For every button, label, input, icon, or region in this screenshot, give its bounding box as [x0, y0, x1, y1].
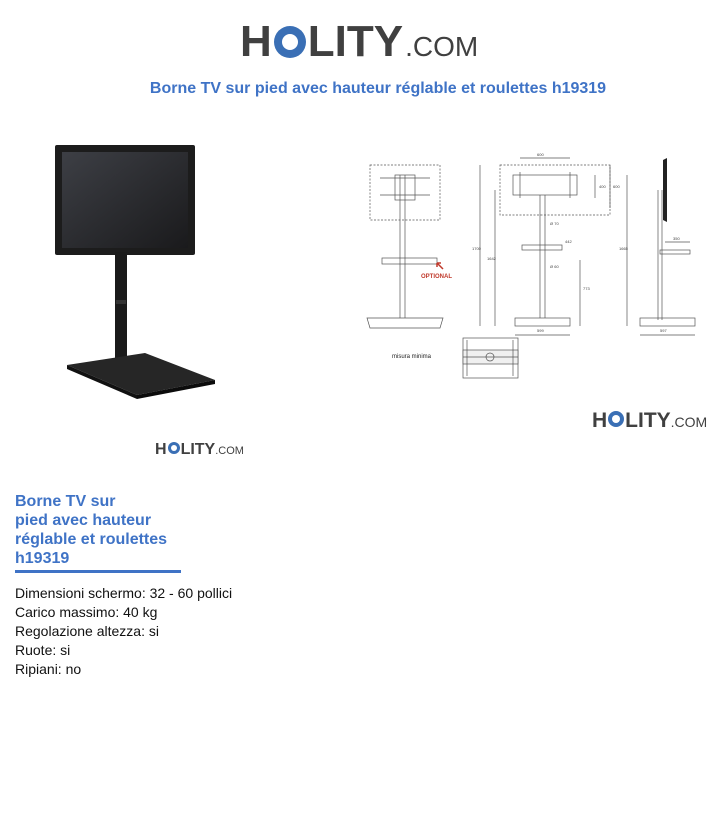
watermark-ring-icon [168, 442, 180, 454]
dim-label: 1700 [472, 246, 481, 251]
spec-max-load: Carico massimo: 40 kg [15, 604, 158, 620]
spec-wheels: Ruote: si [15, 642, 71, 658]
logo-ring-icon [274, 26, 306, 58]
dim-label: 597 [660, 328, 667, 333]
photo-watermark [155, 442, 244, 458]
dim-label: Ø 60 [550, 264, 559, 269]
stand-pole [115, 252, 127, 372]
technical-drawing [355, 150, 705, 395]
watermark-word: LITY [625, 409, 671, 432]
logo-domain: .COM [405, 31, 479, 62]
logo-letter-h: H [240, 17, 272, 66]
product-title-line: Borne TV sur [15, 493, 116, 510]
spec-height-adjust: Regolazione altezza: si [15, 623, 159, 639]
dim-label: 400 [599, 184, 606, 189]
page-title: Borne TV sur pied avec hauteur réglable et roulettes h19319 [149, 80, 607, 97]
spec-shelves: Ripiani: no [15, 661, 82, 677]
watermark-letter-h: H [592, 409, 608, 432]
stand-base [67, 353, 215, 395]
dim-label: 442 [565, 239, 572, 244]
watermark-ring-icon [608, 411, 624, 427]
dim-label: 773 [583, 286, 590, 291]
product-specs [15, 584, 232, 679]
product-title-line: h19319 [15, 550, 70, 567]
watermark-word: LITY [180, 441, 216, 458]
watermark-letter-h: H [155, 441, 167, 458]
site-logo[interactable] [240, 17, 479, 66]
diagram-optional-label: OPTIONAL [421, 274, 452, 280]
product-title [15, 492, 181, 573]
dim-label: 350 [673, 236, 680, 241]
diagram-minimum-label: misura minima [392, 354, 432, 360]
tv-screen [55, 145, 195, 255]
dim-label: 599 [537, 328, 544, 333]
dim-label: Ø 70 [550, 221, 559, 226]
diagram-watermark [592, 410, 707, 431]
dim-label: 1642 [487, 256, 496, 261]
product-photo [50, 140, 225, 405]
dim-label: 600 [613, 184, 620, 189]
watermark-domain: .COM [215, 445, 244, 457]
dim-label: 1665 [619, 246, 628, 251]
product-title-line: pied avec hauteur [15, 512, 152, 529]
spec-screen-size: Dimensioni schermo: 32 - 60 pollici [15, 585, 233, 601]
logo-word: LITY [307, 17, 404, 66]
watermark-domain: .COM [670, 414, 708, 430]
dim-label: 600 [537, 152, 544, 157]
product-title-line: réglable et roulettes [15, 531, 168, 548]
